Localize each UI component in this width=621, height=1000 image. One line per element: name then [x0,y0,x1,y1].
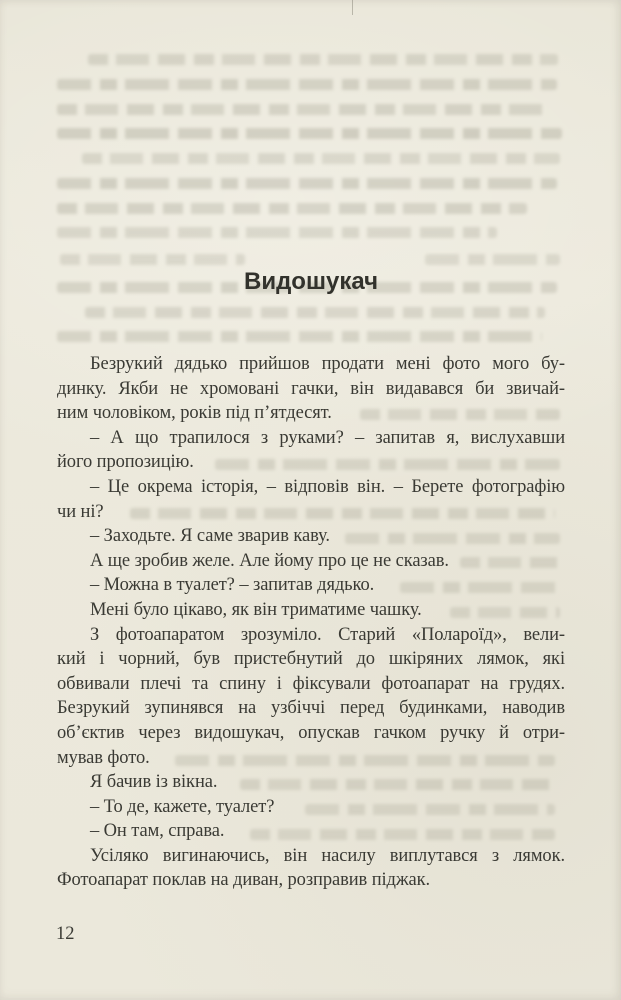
text-line: – То де, кажете, туалет? [90,796,275,817]
bleed-through-line [88,54,558,65]
bleed-through-line [57,331,542,342]
text-line: З фотоапаратом зрозуміло. Старий «Полароїд», вели- [90,624,565,645]
chapter-title: Видошукач [243,268,379,296]
text-line: – Он там, справа. [90,821,225,842]
body-text [57,352,565,893]
text-line: Я бачив із вікна. [90,772,218,793]
text-line: А ще зробив желе. Але йому про це не сказав. [90,550,449,571]
text-line: кий і чорний, був пристебнутий до шкіряних лямок, які [57,649,565,670]
bleed-through-line [85,307,545,318]
text-line: об’єктив через видошукач, опускав гачком ручку й отри- [57,722,565,743]
bleed-through-line [82,153,560,164]
bleed-through-line [57,178,557,189]
bleed-through-line [57,104,549,115]
text-line: Фотоапарат поклав на диван, розправив піджак. [57,870,431,891]
bleed-through-line [60,254,245,265]
text-line: ним чоловіком, років під п’ятдесят. [57,403,332,424]
text-line: Усіляко вигинаючись, він насилу виплутався з лямок. [90,845,565,866]
text-line: – Можна в туалет? – запитав дядько. [90,575,375,596]
text-line: – Заходьте. Я саме зварив каву. [90,526,330,547]
scan-scratch [352,0,353,15]
text-line: обвивали плечі та спину і фіксували фотоапарат на грудях. [57,673,565,694]
text-line: Безрукий зупинявся на узбіччі перед будинками, наводив [57,698,565,719]
bleed-through-line [57,203,527,214]
bleed-through-line [57,128,562,139]
text-line: його пропозицію. [57,452,194,473]
text-line: Мені було цікаво, як він триматиме чашку. [90,599,422,620]
text-line: чи ні? [57,501,104,522]
bleed-through-line [57,79,557,90]
bleed-through-line [425,254,560,265]
text-line: – А що трапилося з руками? – запитав я, вислухавши [90,427,565,448]
text-line: мував фото. [57,747,150,768]
bleed-through-line [57,227,497,238]
page-number: 12 [56,924,75,944]
text-line: динку. Якби не хромовані гачки, він видавався би звичай- [57,378,565,399]
text-line: Безрукий дядько прийшов продати мені фото мого бу- [90,354,565,374]
text-line: – Це окрема історія, – відповів він. – Берете фотографію [90,476,565,497]
